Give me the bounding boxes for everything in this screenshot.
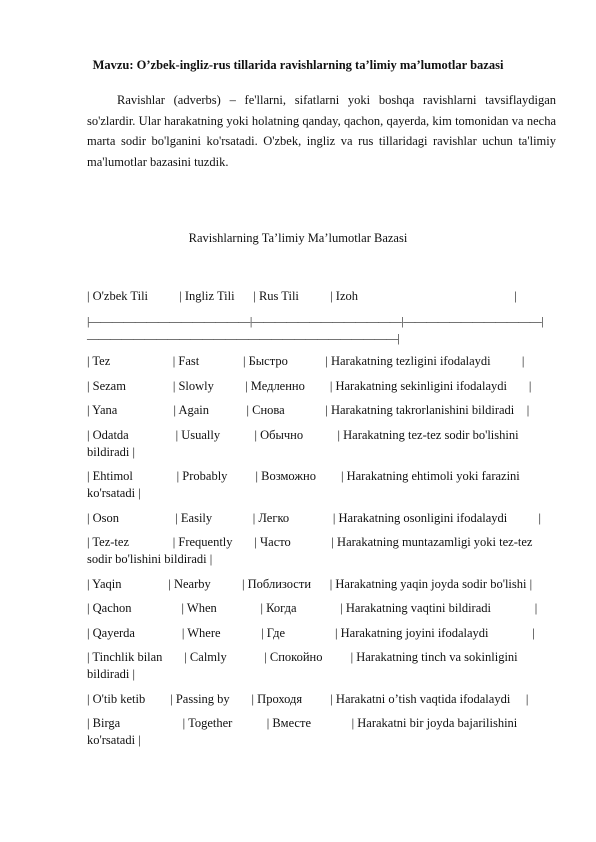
table-row: | Qachon | When | Когда | Harakatning vaqtini bildiradi | (87, 601, 538, 615)
table-row: | Oson | Easily | Легко | Harakatning osonligini ifodalaydi | (87, 510, 541, 525)
table-row: | Ehtimol | Probably | Возможно | Harakatning ehtimoli yoki farazini ko'rsatadi | (87, 469, 523, 500)
table-row: | Yana | Again | Снова | Harakatning takrorlanishini bildiradi | (87, 403, 530, 417)
table-header-row: | O'zbek Tili | Ingliz Tili | Rus Tili | Izoh | (87, 289, 517, 303)
table-row: | Tinchlik bilan | Calmly | Спокойно | Harakatning tinch va sokinligini bildiradi | (87, 650, 521, 681)
table-separator-row: |——————————————|—————————————|————————————|———————————————————————————| (87, 314, 544, 345)
document-title: Mavzu: O’zbek-ingliz-rus tillarida ravishlarning ta’limiy ma’lumotlar bazasi (92, 58, 504, 72)
table-title: Ravishlarning Ta’limiy Ma’lumotlar Bazasi (188, 231, 408, 245)
intro-paragraph: Ravishlar (adverbs) – fe'llarni, sifatlarni yoki boshqa ravishlarni tavsiflaydigan so'zlardir. Ular harakatning yoki holatning qanday, qachon, qayerda, kim tomonidan va necha marta sodir bo'lganini ko'rsatadi. O'zbek, ingliz va rus tillaridagi ravishlar uchun ta'limiy ma'lumotlar bazasini tuzdik. (87, 93, 556, 169)
table-row: | Sezam | Slowly | Медленно | Harakatning sekinligini ifodalaydi | (87, 378, 532, 393)
table-row: | Tez | Fast | Быстро | Harakatning tezligini ifodalaydi | (87, 354, 525, 368)
table-body (87, 353, 559, 757)
table-row: | Qayerda | Where | Где | Harakatning joyini ifodalaydi | (87, 625, 535, 640)
table-row: | Tez-tez | Frequently | Часто | Harakatning muntazamligi yoki tez-tez sodir bo'lishini bildiradi | (87, 535, 536, 566)
table-row: | Odatda | Usually | Обычно | Harakatning tez-tez sodir bo'lishini bildiradi | (87, 427, 522, 459)
table-row: | Yaqin | Nearby | Поблизости | Harakatning yaqin joyda sodir bo'lishi | (87, 576, 533, 591)
table-row: | O'tib ketib | Passing by | Проходя | Harakatni o’tish vaqtida ifodalaydi | (87, 691, 529, 706)
table-row: | Birga | Together | Вместе | Harakatni bir joyda bajarilishini ko'rsatadi | (87, 716, 521, 747)
